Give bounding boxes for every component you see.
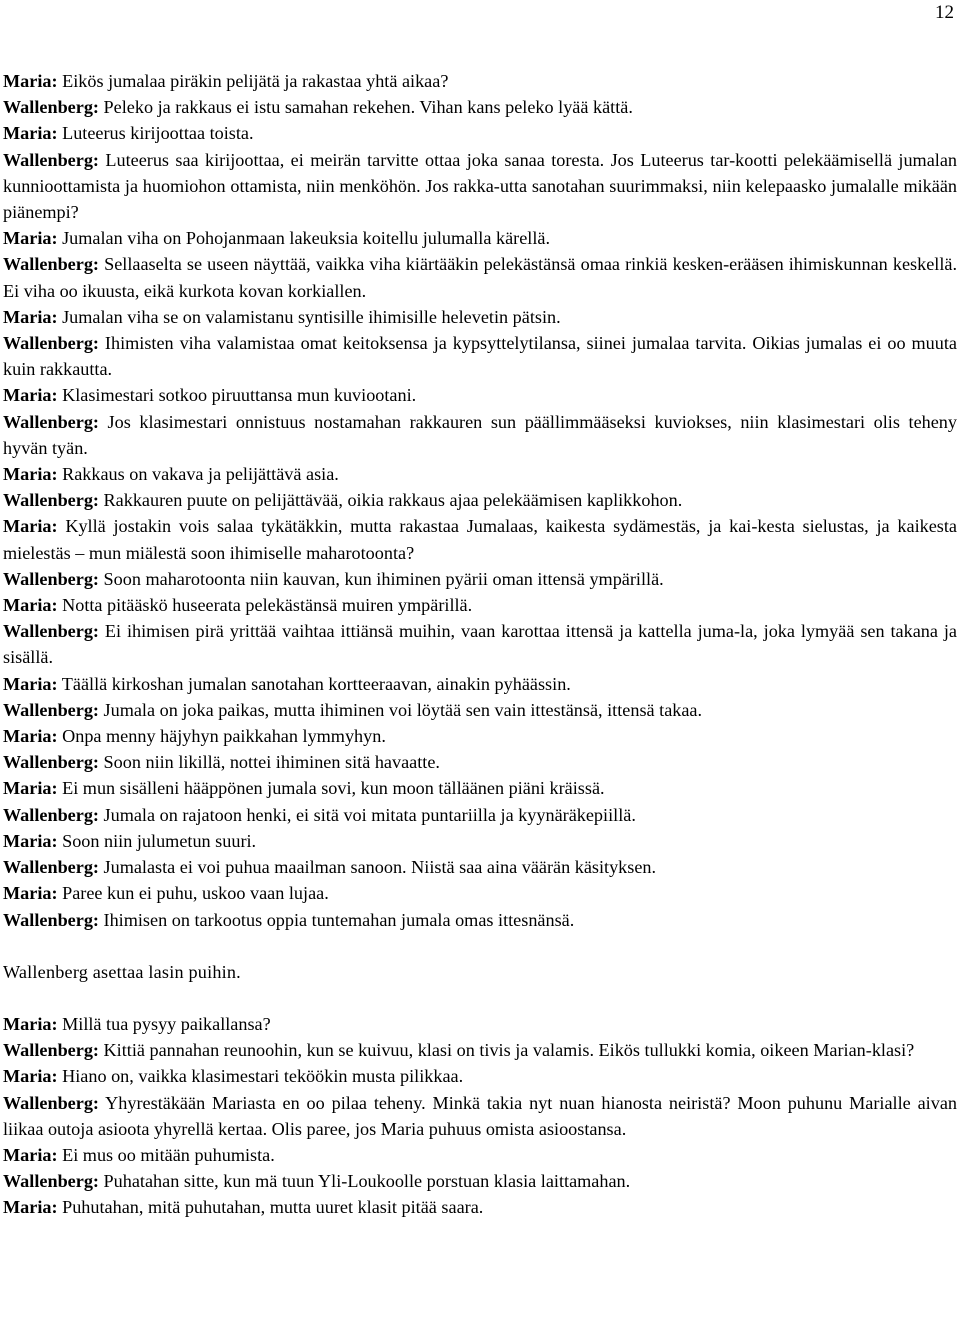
line-text: Ihimisen on tarkootus oppia tuntemahan jumala omas ittesnänsä. xyxy=(98,909,575,930)
speaker-name: Wallenberg: xyxy=(3,333,99,354)
dialogue-line xyxy=(3,1037,957,1063)
speaker-name: Maria: xyxy=(3,516,58,537)
speaker-name: Maria: xyxy=(3,1013,58,1034)
line-text: Kittiä pannahan reunoohin, kun se kuivuu, klasi on tivis ja valamis. Eikös tullukki komia, oikeen Marian-klasi? xyxy=(98,1040,915,1061)
speaker-name: Maria: xyxy=(3,673,58,694)
dialogue-block-a xyxy=(3,68,957,933)
line-text: Yhyrestäkään Mariasta en oo pilaa teheny. Minkä takia nyt nuan hianosta neiristä? Moon puhunu Marialle aivan liikaa outoja asioota yhyrellä kertaa. Olis paree, jos Maria puhuus omista asioostansa. xyxy=(3,1092,957,1139)
speaker-name: Maria: xyxy=(3,71,58,91)
dialogue-line xyxy=(3,749,957,775)
line-text: Jumalan viha se on valamistanu syntisille ihimisille helevetin pätsin. xyxy=(57,306,561,327)
speaker-name: Maria: xyxy=(3,1144,58,1165)
speaker-name: Maria: xyxy=(3,228,58,249)
speaker-name: Wallenberg: xyxy=(3,1171,99,1192)
speaker-name: Wallenberg: xyxy=(3,149,99,170)
line-text: Jumala on rajatoon henki, ei sitä voi mitata puntariilla ja kyynäräkepiillä. xyxy=(98,804,636,825)
line-text: Täällä kirkoshan jumalan sanotahan kortteeraavan, ainakin pyhäässin. xyxy=(57,673,571,694)
speaker-name: Maria: xyxy=(3,726,58,747)
speaker-name: Wallenberg: xyxy=(3,1040,99,1061)
speaker-name: Maria: xyxy=(3,385,58,406)
speaker-name: Wallenberg: xyxy=(3,490,99,511)
dialogue-line xyxy=(3,828,957,854)
dialogue-line xyxy=(3,592,957,618)
line-text: Jumala on joka paikas, mutta ihiminen voi löytää sen vain ittestänsä, ittensä takaa. xyxy=(98,699,703,720)
dialogue-line xyxy=(3,225,957,251)
speaker-name: Wallenberg: xyxy=(3,568,99,589)
speaker-name: Wallenberg: xyxy=(3,97,99,118)
line-text: Eikös jumalaa piräkin pelijätä ja rakastaa yhtä aikaa? xyxy=(57,71,449,91)
line-text: Soon niin julumetun suuri. xyxy=(57,830,257,851)
dialogue-line xyxy=(3,330,957,382)
dialogue xyxy=(3,68,957,1221)
line-text: Puhutahan, mitä puhutahan, mutta uuret klasit pitää saara. xyxy=(57,1197,484,1218)
line-text: Sellaaselta se useen näyttää, vaikka viha kiärtääkin pelekästänsä omaa rinkiä kesken-erääsen ihimiskunnan keskellä. Ei viha oo ikuusta, eikä kurkota kovan korkiallen. xyxy=(3,254,957,301)
line-text: Millä tua pysyy paikallansa? xyxy=(57,1013,271,1034)
dialogue-line xyxy=(3,409,957,461)
speaker-name: Maria: xyxy=(3,464,58,485)
speaker-name: Wallenberg: xyxy=(3,909,99,930)
line-text: Ei mun sisälleni hääppönen jumala sovi, kun moon tälläänen piäni kräissä. xyxy=(57,778,605,799)
speaker-name: Maria: xyxy=(3,123,58,144)
dialogue-line xyxy=(3,94,957,120)
line-text: Notta pitääskö huseerata pelekästänsä muiren ympärillä. xyxy=(57,595,473,616)
line-text: Onpa menny häjyhyn paikkahan lymmyhyn. xyxy=(57,726,386,747)
dialogue-line xyxy=(3,513,957,565)
speaker-name: Maria: xyxy=(3,1066,58,1087)
line-text: Ihimisten viha valamistaa omat keitoksensa ja kypsyttelytilansa, siinei jumalaa tarvita. Oikias jumalas ei oo muuta kuin rakkautta. xyxy=(3,333,957,380)
line-text: Jos klasimestari onnistuus nostamahan rakkauren sun päällimmääseksi kuviokses, niin klasimestari olis teheny hyvän tyän. xyxy=(3,411,957,458)
dialogue-line xyxy=(3,618,957,670)
line-text: Klasimestari sotkoo piruuttansa mun kuviootani. xyxy=(57,385,417,406)
dialogue-line xyxy=(3,1142,957,1168)
dialogue-line xyxy=(3,854,957,880)
dialogue-line xyxy=(3,697,957,723)
dialogue-line xyxy=(3,671,957,697)
line-text: Ei ihimisen pirä yrittää vaihtaa ittiänsä muihin, vaan karottaa ittensä ja kattella juma-la, joka lymyää sen takana ja sisällä. xyxy=(3,621,957,668)
dialogue-line xyxy=(3,566,957,592)
line-text: Soon niin likillä, nottei ihiminen sitä havaatte. xyxy=(98,752,440,773)
dialogue-line xyxy=(3,775,957,801)
line-text: Kyllä jostakin vois salaa tykätäkkin, mutta rakastaa Jumalaas, kaikesta sydämestäs, ja kai-kesta sielustas, ja kaikesta mielestäs – mun miälestä soon ihimiselle maharotoonta? xyxy=(3,516,957,563)
dialogue-line xyxy=(3,907,957,933)
line-text: Luteerus kirijoottaa toista. xyxy=(57,123,254,144)
dialogue-line xyxy=(3,461,957,487)
line-text: Ei mus oo mitään puhumista. xyxy=(57,1144,275,1165)
dialogue-line xyxy=(3,487,957,513)
dialogue-line xyxy=(3,723,957,749)
speaker-name: Wallenberg: xyxy=(3,621,99,642)
line-text: Luteerus saa kirijoottaa, ei meirän tarvitte ottaa joka sanaa toresta. Jos Luteerus tar-kootti pelekäämisellä jumalan kunnioottamista ja huomiohon ottamista, niin menköhön. Jos rakka-utta sanotahan suurimmaksi, niin kelepaasko jumalalle mikään piänempi? xyxy=(3,149,957,223)
speaker-name: Maria: xyxy=(3,595,58,616)
line-text: Soon maharotoonta niin kauvan, kun ihiminen pyärii oman ittensä ympärillä. xyxy=(98,568,664,589)
dialogue-line xyxy=(3,1063,957,1089)
dialogue-line xyxy=(3,147,957,226)
dialogue-line xyxy=(3,382,957,408)
dialogue-line xyxy=(3,1168,957,1194)
page-number: 12 xyxy=(935,2,954,23)
speaker-name: Maria: xyxy=(3,306,58,327)
speaker-name: Wallenberg: xyxy=(3,857,99,878)
dialogue-line xyxy=(3,1090,957,1142)
dialogue-line xyxy=(3,1194,957,1220)
line-text: Rakkaus on vakava ja pelijättävä asia. xyxy=(57,464,339,485)
line-text: Hiano on, vaikka klasimestari teköökin musta pilikkaa. xyxy=(57,1066,464,1087)
line-text: Jumalan viha on Pohojanmaan lakeuksia koitellu julumalla kärellä. xyxy=(57,228,550,249)
speaker-name: Wallenberg: xyxy=(3,1092,99,1113)
line-text: Puhatahan sitte, kun mä tuun Yli-Loukoolle porstuan klasia laittamahan. xyxy=(98,1171,631,1192)
line-text: Rakkauren puute on pelijättävää, oikia rakkaus ajaa pelekäämisen kaplikkohon. xyxy=(98,490,683,511)
dialogue-line xyxy=(3,304,957,330)
stage-direction: Wallenberg asettaa lasin puihin. xyxy=(3,961,241,982)
dialogue-block-b xyxy=(3,1011,957,1221)
speaker-name: Wallenberg: xyxy=(3,254,99,275)
dialogue-line xyxy=(3,251,957,303)
speaker-name: Wallenberg: xyxy=(3,411,99,432)
speaker-name: Maria: xyxy=(3,778,58,799)
speaker-name: Wallenberg: xyxy=(3,804,99,825)
speaker-name: Maria: xyxy=(3,1197,58,1218)
line-text: Peleko ja rakkaus ei istu samahan rekehen. Vihan kans peleko lyää kättä. xyxy=(98,97,633,118)
dialogue-line xyxy=(3,68,957,94)
dialogue-line xyxy=(3,802,957,828)
speaker-name: Maria: xyxy=(3,883,58,904)
speaker-name: Wallenberg: xyxy=(3,699,99,720)
line-text: Paree kun ei puhu, uskoo vaan lujaa. xyxy=(57,883,329,904)
dialogue-line xyxy=(3,880,957,906)
dialogue-line xyxy=(3,120,957,146)
speaker-name: Maria: xyxy=(3,830,58,851)
dialogue-line xyxy=(3,1011,957,1037)
line-text: Jumalasta ei voi puhua maailman sanoon. Niistä saa aina väärän käsityksen. xyxy=(98,857,657,878)
speaker-name: Wallenberg: xyxy=(3,752,99,773)
